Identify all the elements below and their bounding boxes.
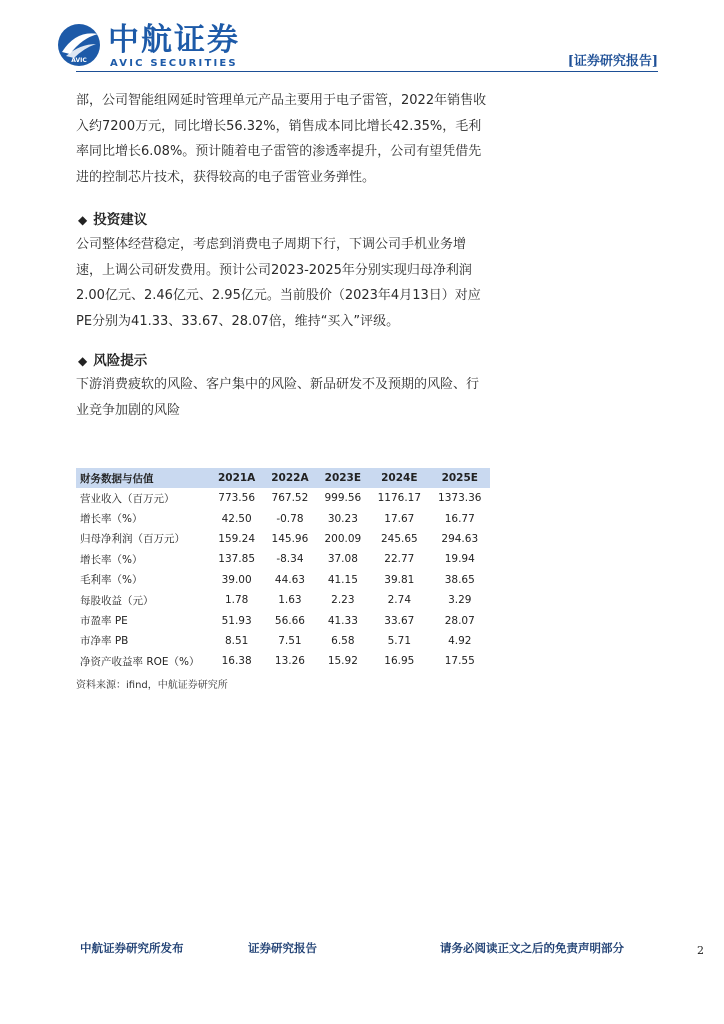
risk-title-text: 风险提示 [93,353,148,369]
table-cell: 5.71 [387,634,412,647]
table-row [76,570,490,590]
logo-english-name: AVIC SECURITIES [110,58,238,69]
financial-data-table [76,468,490,672]
table-cell: 17.67 [384,512,415,525]
table-cell: 15.92 [327,655,358,668]
table-cell: 3.29 [448,594,472,607]
row-label: 每股收益（元） [80,594,154,607]
column-header: 2022A [263,468,316,488]
table-row [76,651,490,671]
table-cell: 16.95 [384,655,415,668]
table-cell: 30.23 [327,512,358,525]
header-divider [76,71,658,72]
table-cell: 42.50 [221,512,252,525]
table-cell: 16.38 [221,655,252,668]
table-cell: 33.67 [384,614,415,627]
risk-section-title [78,349,147,369]
logo-mark-text: AVIC [71,57,87,64]
row-label: 市盈率 PE [80,615,128,628]
avic-logo-icon [56,22,102,68]
table-cell: 2.74 [387,594,412,607]
table-cell: 37.08 [327,553,358,566]
company-logo [56,22,256,70]
column-header: 2025E [430,468,490,488]
row-label: 毛利率（%） [80,574,143,587]
table-cell: 41.15 [327,573,358,586]
column-header: 2024E [369,468,429,488]
page-number: 2 [697,944,704,957]
table-cell: 8.51 [224,634,249,647]
table-cell: 245.65 [380,532,418,545]
table-cell: -8.34 [276,553,304,566]
table-cell: 38.65 [444,573,475,586]
column-header: 2023E [317,468,370,488]
table-row [76,610,490,630]
risk-paragraph: 下游消费疲软的风险、客户集中的风险、新品研发不及预期的风险、行业竞争加剧的风险 [76,377,480,418]
table-cell: 51.93 [221,614,252,627]
table-cell: 19.94 [444,553,475,566]
table-cell: 1176.17 [377,492,422,505]
table-cell: 56.66 [274,614,305,627]
table-row [76,631,490,651]
table-cell: 159.24 [218,532,256,545]
table-cell: 16.77 [444,512,475,525]
row-label: 增长率（%） [80,513,143,526]
table-cell: 999.56 [324,492,362,505]
table-cell: 145.96 [271,532,309,545]
table-source-note: 资料来源：ifind，中航证券研究所 [76,680,228,691]
table-cell: 22.77 [384,553,415,566]
table-row [76,488,490,508]
investment-title-text: 投资建议 [93,212,148,228]
row-label: 增长率（%） [80,553,143,566]
table-cell: 767.52 [271,492,309,505]
investment-section-title [78,208,147,228]
table-cell: -0.78 [276,512,304,525]
column-header: 2021A [210,468,263,488]
table-cell: 44.63 [274,573,305,586]
table-cell: 1.78 [224,594,249,607]
table-cell: 28.07 [444,614,475,627]
intro-paragraph: 部，公司智能组网延时管理单元产品主要用于电子雷管，2022年销售收入约7200万元，同比增长56.32%，销售成本同比增长42.35%，毛利率同比增长6.08%。预计随着电子雷管的渗透率提升，公司有望凭借先进的控制芯片技术，获得较高的电子雷管业务弹性。 [76,93,487,185]
column-header: 财务数据与估值 [76,468,210,488]
table-cell: 7.51 [278,634,302,647]
row-label: 市净率 PB [80,635,129,648]
table-cell: 41.33 [327,614,358,627]
table-cell: 1.63 [278,594,302,607]
table-cell: 13.26 [274,655,305,668]
table-cell: 773.56 [218,492,256,505]
investment-paragraph: 公司整体经营稳定，考虑到消费电子周期下行，下调公司手机业务增速，上调公司研发费用。预计公司2023-2025年分别实现归母净利润2.00亿元、2.46亿元、2.95亿元。当前股价（2023年4月13日）对应PE分别为41.33、33.67、28.07倍，维持“买入”评级。 [76,237,481,329]
table-cell: 4.92 [448,634,472,647]
footer-publisher: 中航证券研究所发布 [80,941,184,955]
table-cell: 17.55 [444,655,475,668]
table-cell: 6.58 [331,634,355,647]
table-cell: 294.63 [441,532,479,545]
logo-chinese-name: 中航证券 [108,22,240,58]
table-cell: 2.23 [331,594,355,607]
table-row [76,549,490,569]
footer-report-type: 证券研究报告 [248,941,317,955]
table-row [76,529,490,549]
row-label: 营业收入（百万元） [80,492,175,505]
report-type-tag: [证券研究报告] [567,54,658,69]
row-label: 归母净利润（百万元） [80,533,185,546]
table-cell: 1373.36 [438,492,482,505]
table-cell: 137.85 [218,553,256,566]
footer-disclaimer: 请务必阅读正文之后的免责声明部分 [440,941,624,955]
table-cell: 39.81 [384,573,415,586]
row-label: 净资产收益率 ROE（%） [80,655,200,668]
table-header-row [76,468,490,488]
diamond-bullet-icon: ◆ [78,354,88,368]
diamond-bullet-icon: ◆ [78,213,88,227]
table-cell: 200.09 [324,532,362,545]
table-row [76,590,490,610]
table-cell: 39.00 [221,573,252,586]
table-row [76,508,490,528]
